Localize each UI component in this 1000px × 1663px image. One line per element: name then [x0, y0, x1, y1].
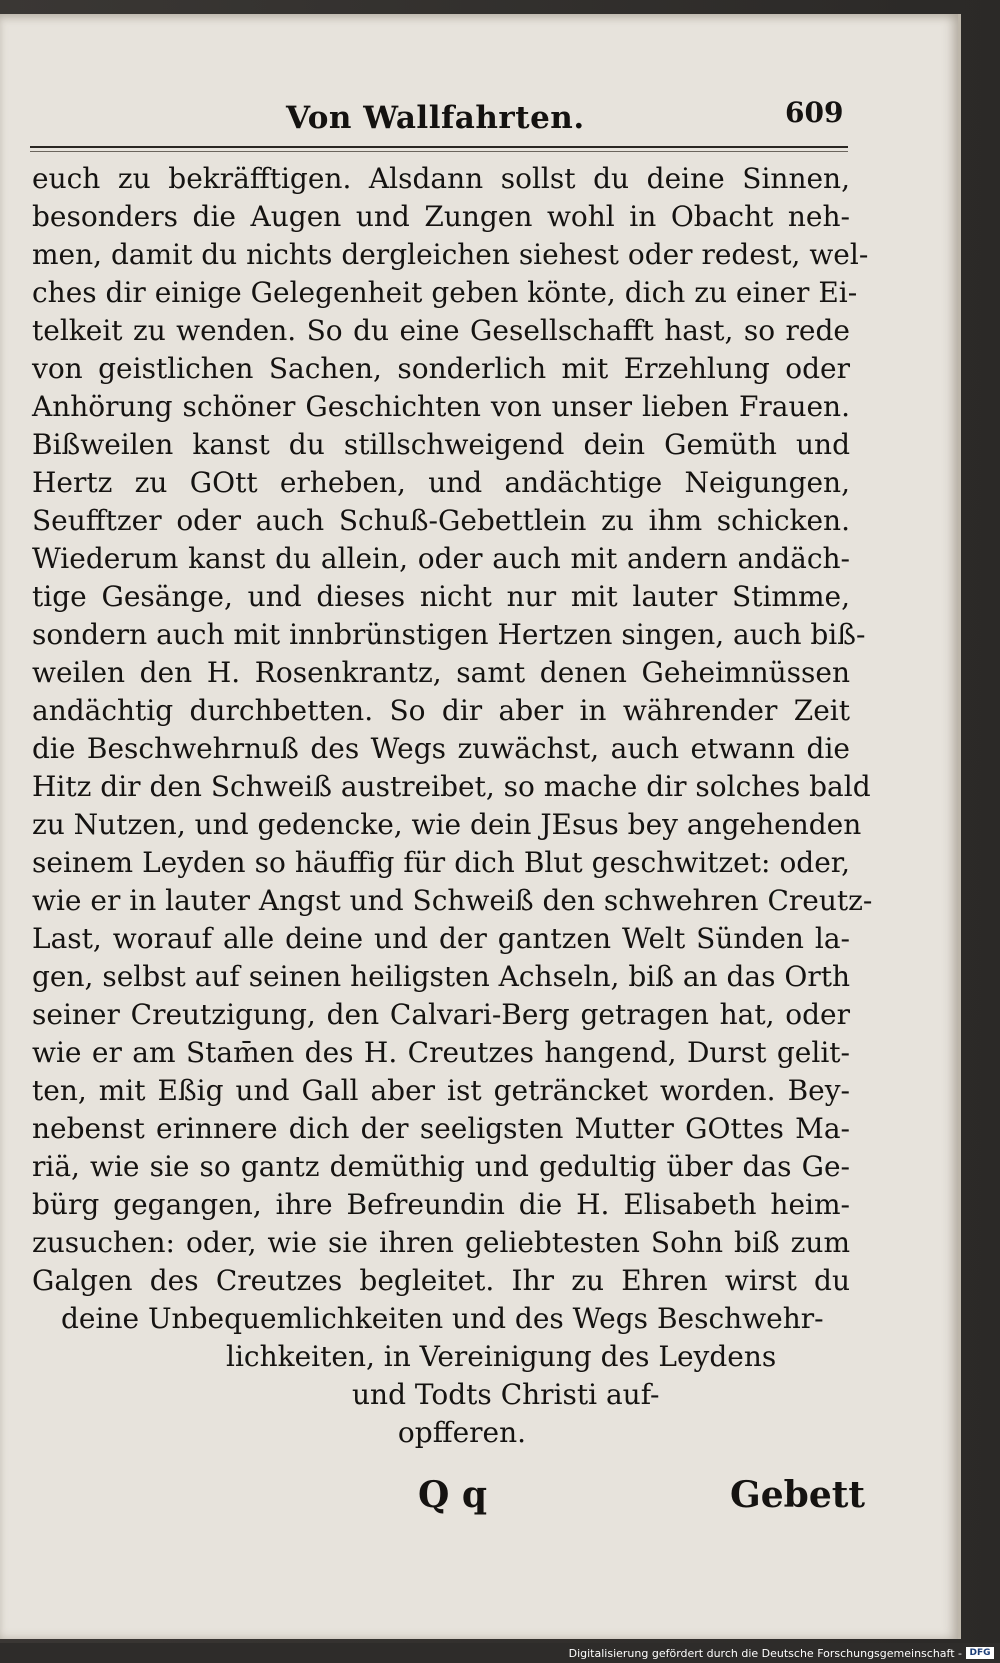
- text-line: weilen den H. Rosenkrantz, samt denen Geheimnüssen: [32, 656, 850, 689]
- text-line: riä, wie sie so gantz demüthig und gedultig über das Ge-: [32, 1150, 850, 1183]
- text-line: seinem Leyden so häuffig für dich Blut geschwitzet: oder,: [32, 846, 850, 879]
- text-line: bürg gegangen, ihre Befreundin die H. Elisabeth heim-: [32, 1188, 850, 1221]
- book-page: [0, 14, 961, 1639]
- text-line: gen, selbst auf seinen heiligsten Achseln, biß an das Orth: [32, 960, 850, 993]
- page-title: Von Wallfahrten.: [286, 100, 585, 136]
- text-line: andächtig durchbetten. So dir aber in währender Zeit: [32, 694, 850, 727]
- text-line: zusuchen: oder, wie sie ihren geliebtesten Sohn biß zum: [32, 1226, 850, 1259]
- text-line: und Todts Christi auf-: [352, 1378, 660, 1411]
- text-line: nebenst erinnere dich der seeligsten Mutter GOttes Ma-: [32, 1112, 850, 1145]
- text-line: Hertz zu GOtt erheben, und andächtige Neigungen,: [32, 466, 850, 499]
- text-line: Seufftzer oder auch Schuß-Gebettlein zu ihm schicken.: [32, 504, 850, 537]
- credit-text: Digitalisierung gefördert durch die Deutsche Forschungsgemeinschaft -: [568, 1647, 962, 1660]
- text-line: von geistlichen Sachen, sonderlich mit Erzehlung oder: [32, 352, 850, 385]
- dfg-logo: DFG: [966, 1647, 994, 1659]
- text-line: opfferen.: [397, 1416, 527, 1449]
- catchword: Gebett: [730, 1474, 865, 1516]
- body-text: [32, 160, 873, 1452]
- text-line: Galgen des Creutzes begleitet. Ihr zu Ehren wirst du: [32, 1264, 850, 1297]
- text-line: lichkeiten, in Vereinigung des Leydens: [226, 1340, 777, 1373]
- text-line: zu Nutzen, und gedencke, wie dein JEsus bey angehenden: [32, 808, 862, 841]
- text-line: Bißweilen kanst du stillschweigend dein Gemüth und: [32, 428, 850, 461]
- text-line: Anhörung schöner Geschichten von unser lieben Frauen.: [32, 390, 850, 423]
- text-line: seiner Creutzigung, den Calvari-Berg getragen hat, oder: [32, 998, 850, 1031]
- text-line: telkeit zu wenden. So du eine Gesellschafft hast, so rede: [32, 314, 850, 347]
- text-line: wie er am Stam̄en des H. Creutzes hangend, Durst gelit-: [32, 1036, 850, 1069]
- text-line: ten, mit Eßig und Gall aber ist geträncket worden. Bey-: [32, 1074, 850, 1107]
- header-rule: [30, 146, 848, 148]
- text-line: ches dir einige Gelegenheit geben könte, dich zu einer Ei-: [32, 276, 858, 309]
- text-line: wie er in lauter Angst und Schweiß den schwehren Creutz-: [32, 884, 873, 917]
- page-number: 609: [785, 96, 844, 129]
- text-line: sondern auch mit innbrünstigen Hertzen singen, auch biß-: [32, 618, 866, 651]
- text-line: men, damit du nichts dergleichen siehest oder redest, wel-: [32, 238, 869, 271]
- credit-bar: [0, 1643, 1000, 1663]
- text-line: euch zu bekräfftigen. Alsdann sollst du deine Sinnen,: [32, 162, 850, 195]
- text-line: Wiederum kanst du allein, oder auch mit andern andäch-: [32, 542, 850, 575]
- page-footer: [0, 1464, 958, 1534]
- text-line: Hitz dir den Schweiß austreibet, so mache dir solches bald: [32, 770, 871, 803]
- signature-mark: Q q: [418, 1474, 488, 1516]
- text-line: die Beschwehrnuß des Wegs zuwächst, auch etwann die: [32, 732, 850, 765]
- header-rule-thin: [30, 151, 848, 152]
- text-line: deine Unbequemlichkeiten und des Wegs Beschwehr-: [61, 1302, 824, 1335]
- running-head: [0, 74, 958, 144]
- text-line: tige Gesänge, und dieses nicht nur mit lauter Stimme,: [32, 580, 850, 613]
- text-line: besonders die Augen und Zungen wohl in Obacht neh-: [32, 200, 850, 233]
- text-line: Last, worauf alle deine und der gantzen Welt Sünden la-: [32, 922, 850, 955]
